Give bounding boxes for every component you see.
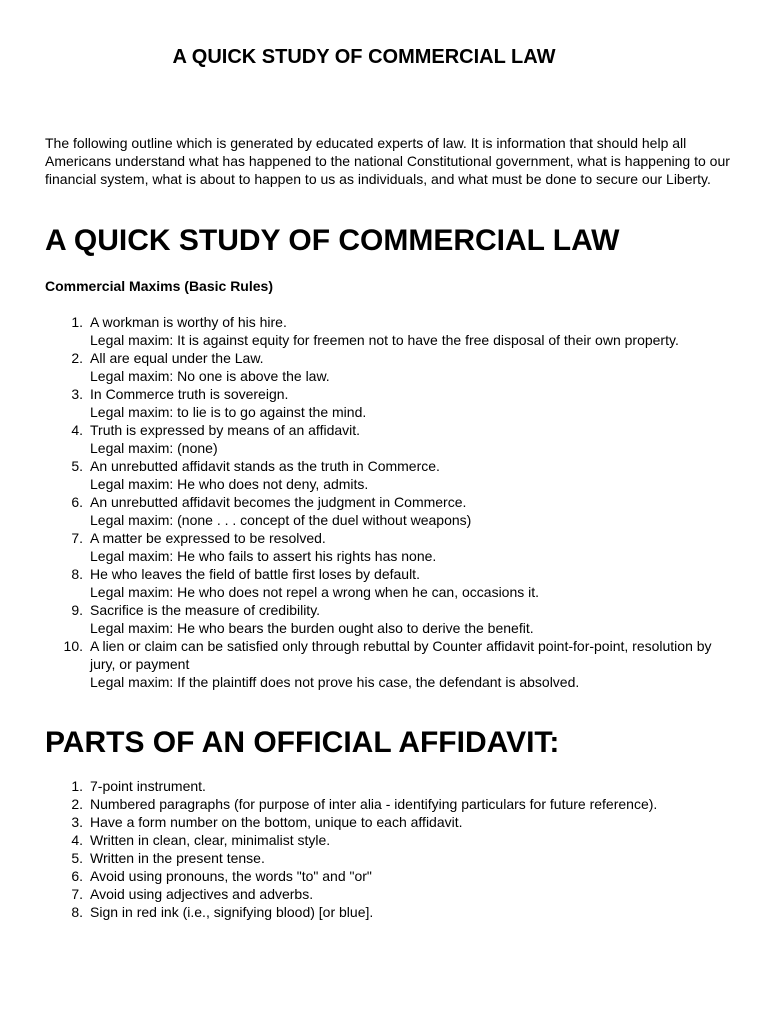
part-text: Written in clean, clear, minimalist style. [90, 832, 331, 848]
legal-maxim-text: Legal maxim: If the plaintiff does not prove his case, the defendant is absolved. [90, 674, 580, 690]
list-item [45, 813, 735, 831]
maxim-item [45, 529, 735, 565]
list-number: 4. [71, 832, 83, 848]
section-heading-affidavit-parts: PARTS OF AN OFFICIAL AFFIDAVIT: [45, 726, 560, 759]
maxim-item [45, 637, 735, 691]
document-title: A QUICK STUDY OF COMMERCIAL LAW [172, 46, 556, 68]
maxims-list [45, 313, 735, 691]
list-number: 8. [71, 904, 83, 920]
part-text: 7-point instrument. [90, 778, 206, 794]
maxim-text: Truth is expressed by means of an affidavit. [90, 422, 361, 438]
maxim-item [45, 493, 735, 529]
list-item [45, 885, 735, 903]
list-number: 6. [71, 494, 83, 510]
maxim-item [45, 565, 735, 601]
list-item [45, 831, 735, 849]
list-item [45, 777, 735, 795]
list-item [45, 903, 735, 921]
maxim-item [45, 457, 735, 493]
legal-maxim-text: Legal maxim: (none . . . concept of the duel without weapons) [90, 512, 472, 528]
legal-maxim-text: Legal maxim: to lie is to go against the mind. [90, 404, 367, 420]
part-text: Avoid using adjectives and adverbs. [90, 886, 314, 902]
list-number: 1. [71, 778, 83, 794]
maxim-text: A matter be expressed to be resolved. [90, 530, 326, 546]
maxim-text: An unrebutted affidavit stands as the truth in Commerce. [90, 458, 440, 474]
list-number: 3. [71, 814, 83, 830]
legal-maxim-text: Legal maxim: No one is above the law. [90, 368, 330, 384]
affidavit-parts-list [45, 777, 735, 921]
maxim-text: Sacrifice is the measure of credibility. [90, 602, 321, 618]
maxim-item [45, 313, 735, 349]
subheading-commercial-maxims: Commercial Maxims (Basic Rules) [45, 278, 273, 294]
list-number: 2. [71, 350, 83, 366]
intro-paragraph: The following outline which is generated by educated experts of law. It is information that should help all Americans understand what has happened to the national Constitutional government, what is happening to our financial system, what is about to happen to us as individuals, and what must be done to secure our Liberty. [45, 135, 730, 187]
list-number: 3. [71, 386, 83, 402]
legal-maxim-text: Legal maxim: He who does not deny, admits. [90, 476, 369, 492]
list-number: 1. [71, 314, 83, 330]
legal-maxim-text: Legal maxim: He who bears the burden ought also to derive the benefit. [90, 620, 534, 636]
part-text: Sign in red ink (i.e., signifying blood) [or blue]. [90, 904, 374, 920]
list-item [45, 849, 735, 867]
part-text: Numbered paragraphs (for purpose of inter alia - identifying particulars for future reference). [90, 796, 658, 812]
part-text: Written in the present tense. [90, 850, 265, 866]
section-heading-commercial-law: A QUICK STUDY OF COMMERCIAL LAW [45, 224, 620, 257]
list-number: 10. [63, 638, 83, 654]
maxim-item [45, 601, 735, 637]
list-number: 7. [71, 886, 83, 902]
list-number: 7. [71, 530, 83, 546]
list-number: 6. [71, 868, 83, 884]
list-number: 9. [71, 602, 83, 618]
part-text: Have a form number on the bottom, unique to each affidavit. [90, 814, 463, 830]
list-item [45, 867, 735, 885]
maxim-item [45, 349, 735, 385]
list-number: 4. [71, 422, 83, 438]
list-number: 8. [71, 566, 83, 582]
maxim-text: All are equal under the Law. [90, 350, 264, 366]
legal-maxim-text: Legal maxim: He who fails to assert his rights has none. [90, 548, 437, 564]
list-number: 2. [71, 796, 83, 812]
maxim-item [45, 385, 735, 421]
maxim-text: A lien or claim can be satisfied only through rebuttal by Counter affidavit point-for-point, resolution by jury, or payment [90, 638, 712, 672]
legal-maxim-text: Legal maxim: (none) [90, 440, 218, 456]
maxim-text: A workman is worthy of his hire. [90, 314, 287, 330]
legal-maxim-text: Legal maxim: It is against equity for freemen not to have the free disposal of their own property. [90, 332, 679, 348]
legal-maxim-text: Legal maxim: He who does not repel a wrong when he can, occasions it. [90, 584, 540, 600]
maxim-text: An unrebutted affidavit becomes the judgment in Commerce. [90, 494, 467, 510]
list-item [45, 795, 735, 813]
list-number: 5. [71, 850, 83, 866]
maxim-item [45, 421, 735, 457]
maxim-text: In Commerce truth is sovereign. [90, 386, 289, 402]
maxim-text: He who leaves the field of battle first loses by default. [90, 566, 420, 582]
list-number: 5. [71, 458, 83, 474]
part-text: Avoid using pronouns, the words "to" and "or" [90, 868, 372, 884]
